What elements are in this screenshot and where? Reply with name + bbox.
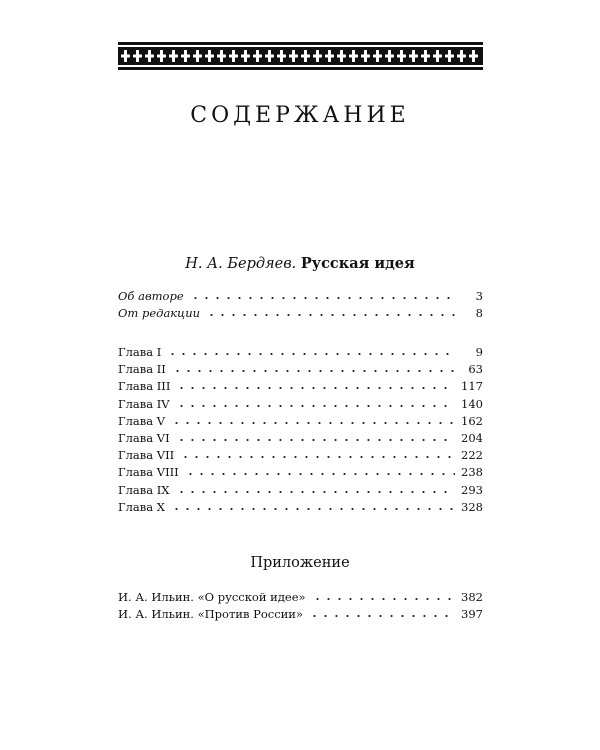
toc-label: Глава VII [118, 448, 175, 463]
toc-label: Глава II [118, 362, 166, 377]
toc-page: 397 [461, 607, 483, 622]
dot-leader [176, 438, 455, 442]
ornament-cell [121, 55, 130, 58]
toc-label: Глава VI [118, 430, 170, 445]
main-section-title [0, 255, 600, 272]
toc-page: 328 [461, 499, 483, 514]
toc-label: Глава I [118, 345, 162, 359]
ornament-cell [421, 55, 430, 58]
dot-leader [176, 490, 456, 494]
ornament-cell [337, 55, 346, 58]
toc-page: 140 [461, 396, 483, 411]
toc-row[interactable] [118, 288, 483, 305]
ornament-cell [397, 55, 406, 58]
ornament-cell [229, 55, 238, 58]
dot-leader [180, 455, 455, 459]
ornament-cell [433, 55, 442, 58]
toc-row[interactable] [118, 430, 483, 447]
ornament-cell [265, 55, 274, 58]
ornament-cell [205, 55, 214, 58]
ornament-cell [253, 55, 262, 58]
toc-label: Глава IX [118, 482, 170, 497]
dot-leader [171, 507, 455, 511]
ornament-cell [349, 55, 358, 58]
toc-page: 162 [461, 413, 483, 428]
dot-leader [312, 597, 455, 601]
chapters-list [118, 344, 483, 516]
toc-row[interactable] [118, 344, 483, 361]
ornament-cell [217, 55, 226, 58]
section-work: Русская идея [300, 255, 415, 272]
toc-page: 204 [461, 430, 483, 445]
dot-leader [172, 369, 457, 373]
toc-row[interactable] [118, 482, 483, 499]
dot-leader [190, 296, 457, 300]
toc-page: 293 [461, 482, 483, 497]
toc-page: 117 [461, 379, 483, 394]
toc-page: 238 [461, 465, 483, 480]
toc-row[interactable] [118, 606, 483, 623]
appendix-title: Приложение [250, 555, 350, 571]
ornament-cell [289, 55, 298, 58]
ornament-cell [385, 55, 394, 58]
folk-ornament-border-icon [118, 42, 483, 70]
ornament-cell [373, 55, 382, 58]
dot-leader [206, 313, 457, 317]
toc-row[interactable] [118, 396, 483, 413]
toc-label: Об авторе [118, 289, 184, 303]
ornament-cell [301, 55, 310, 58]
toc-row[interactable] [118, 361, 483, 378]
ornament-cell [181, 55, 190, 58]
dot-leader [176, 386, 455, 390]
section-author: Н. А. Бердяев. [185, 256, 297, 272]
toc-page: 222 [461, 448, 483, 463]
ornament-cell [361, 55, 370, 58]
toc-row[interactable] [118, 447, 483, 464]
toc-label: Глава III [118, 379, 171, 394]
toc-label: Глава VIII [118, 465, 179, 480]
toc-label: Глава X [118, 499, 165, 514]
toc-row[interactable] [118, 413, 483, 430]
toc-row[interactable] [118, 305, 483, 322]
dot-leader [171, 421, 455, 425]
dot-leader [309, 614, 455, 618]
toc-row[interactable] [118, 464, 483, 481]
ornament-cell [445, 55, 454, 58]
toc-page: 382 [461, 590, 483, 604]
appendix-list [118, 589, 483, 623]
toc-page: 63 [468, 362, 483, 377]
toc-label: И. А. Ильин. «О русской идее» [118, 590, 306, 604]
toc-page: 9 [475, 345, 483, 359]
dot-leader [185, 472, 455, 476]
ornament-cell [157, 55, 166, 58]
ornament-cell [277, 55, 286, 58]
ornament-cell [241, 55, 250, 58]
toc-label: Глава V [118, 413, 166, 428]
ornament-cell [169, 55, 178, 58]
ornament-cell [457, 55, 466, 58]
ornament-cell [145, 55, 154, 58]
toc-page: 3 [475, 289, 483, 303]
toc-page: 8 [475, 306, 483, 321]
ornament-cell [133, 55, 142, 58]
ornament-cell [313, 55, 322, 58]
ornament-cell [469, 55, 478, 58]
toc-label: От редакции [118, 306, 201, 321]
toc-row[interactable] [118, 378, 483, 395]
toc-label: Глава IV [118, 396, 170, 411]
toc-row[interactable] [118, 589, 483, 606]
toc-row[interactable] [118, 499, 483, 516]
ornament-cell [193, 55, 202, 58]
toc-label: И. А. Ильин. «Против России» [118, 607, 304, 622]
page-title: СОДЕРЖАНИЕ [190, 103, 410, 128]
front-matter-list [118, 288, 483, 322]
dot-leader [176, 404, 455, 408]
ornament-cell [325, 55, 334, 58]
ornament-cell [409, 55, 418, 58]
dot-leader [167, 352, 457, 356]
